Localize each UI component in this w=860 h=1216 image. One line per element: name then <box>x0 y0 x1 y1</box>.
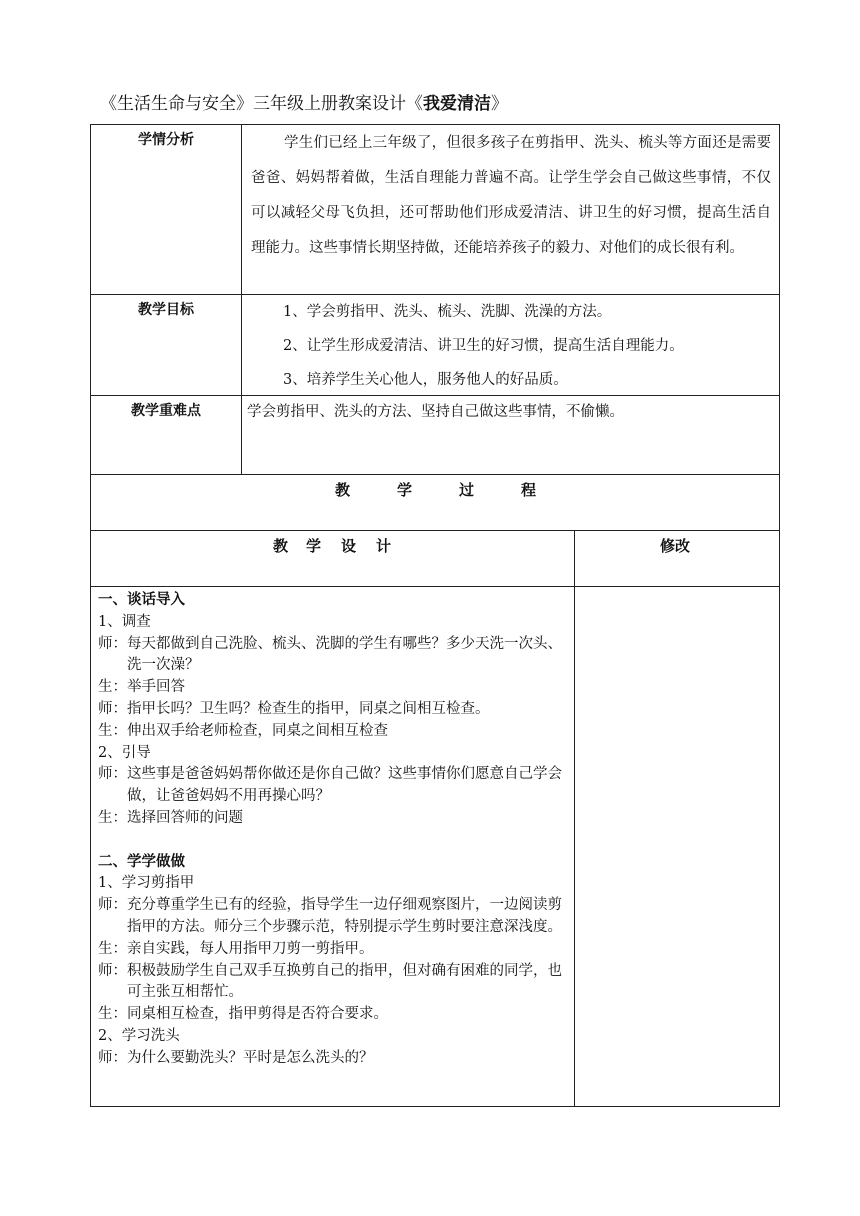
title-suffix: 》 <box>491 94 508 114</box>
revise-label: 修改 <box>660 537 691 555</box>
goals-label: 教学目标 <box>138 302 194 318</box>
design-item: 1、调查 <box>98 613 151 630</box>
teacher-line <box>98 1048 572 1070</box>
title-prefix: 《生活生命与安全》三年级上册教案设计《 <box>100 94 423 114</box>
speaker: 师： <box>98 766 127 783</box>
table-border-right <box>779 124 780 1107</box>
teacher-line <box>98 764 572 808</box>
student-text: 选择回答师的问题 <box>127 809 243 826</box>
teacher-line <box>98 699 572 721</box>
teacher-text: 这些事是爸爸妈妈帮你做还是你自己做？这些事情你们愿意自己学会做，让爸爸妈妈不用再操心吗？ <box>127 766 562 805</box>
analysis-text: 学生们已经上三年级了，但很多孩子在剪指甲、洗头、梳头等方面还是需要爸爸、妈妈帮着做，生活自理能力普遍不高。让学生学会自己做这些事情，不仅可以减轻父母飞负担，还可帮助他们形成爱清洁、讲卫生的好习惯，提高生活自理能力。这些事情长期坚持做，还能培养孩子的毅力、对他们的成长很有利。 <box>251 135 771 256</box>
design-content <box>98 590 572 1070</box>
key-points-text: 学会剪指甲、洗头的方法、坚持自己做这些事情，不偷懒。 <box>247 404 624 420</box>
table-border-top <box>90 124 780 125</box>
row-divider <box>90 474 780 475</box>
section-heading: 一、谈话导入 <box>98 592 185 608</box>
design-item: 2、引导 <box>98 744 151 761</box>
process-label-char: 程 <box>521 481 537 499</box>
speaker: 师： <box>98 897 127 914</box>
row-divider <box>90 586 780 587</box>
teacher-text: 指甲长吗？卫生吗？检查生的指甲，同桌之间相互检查。 <box>127 700 490 717</box>
speaker: 师： <box>98 700 127 717</box>
design-label-char: 教 <box>273 537 289 555</box>
student-line <box>98 808 572 830</box>
speaker: 师： <box>98 635 127 652</box>
spacer <box>98 830 572 852</box>
student-text: 亲自实践，每人用指甲刀剪一剪指甲。 <box>127 940 374 957</box>
table-border-left <box>90 124 91 1107</box>
teacher-text: 每天都做到自己洗脸、梳头、洗脚的学生有哪些？多少天洗一次头、洗一次澡？ <box>127 635 562 674</box>
table-border-bottom <box>90 1106 780 1107</box>
design-label-char: 设 <box>341 537 357 555</box>
goal-item: 1、学会剪指甲、洗头、梳头、洗脚、洗澡的方法。 <box>283 304 612 320</box>
design-item: 1、学习剪指甲 <box>98 875 195 892</box>
teacher-text: 为什么要勤洗头？平时是怎么洗头的？ <box>127 1049 374 1066</box>
design-label-char: 计 <box>376 537 392 555</box>
speaker: 师： <box>98 1049 127 1066</box>
student-text: 同桌相互检查，指甲剪得是否符合要求。 <box>127 1006 388 1023</box>
key-points-label: 教学重难点 <box>131 403 201 419</box>
student-text: 伸出双手给老师检查，同桌之间相互检查 <box>127 722 388 739</box>
analysis-label: 学情分析 <box>138 132 194 148</box>
goal-item: 2、让学生形成爱清洁、讲卫生的好习惯，提高生活自理能力。 <box>283 338 684 354</box>
student-line <box>98 939 572 961</box>
speaker: 生： <box>98 679 127 696</box>
process-label-char: 过 <box>459 481 475 499</box>
teacher-line <box>98 634 572 678</box>
section-heading: 二、学学做做 <box>98 853 185 870</box>
page-title <box>100 89 508 114</box>
student-line <box>98 1004 572 1026</box>
teacher-text: 积极鼓励学生自己双手互换剪自己的指甲，但对确有困难的同学，也可主张互相帮忙。 <box>127 962 562 1001</box>
teacher-line <box>98 895 572 939</box>
label-column-divider <box>241 124 242 475</box>
teacher-line <box>98 961 572 1005</box>
process-label-char: 教 <box>335 481 351 499</box>
design-item: 2、学习洗头 <box>98 1027 180 1044</box>
process-label-char: 学 <box>397 481 413 499</box>
row-divider <box>90 530 780 531</box>
student-text: 举手回答 <box>127 679 185 696</box>
title-lesson: 我爱清洁 <box>423 94 491 114</box>
speaker: 生： <box>98 940 127 957</box>
student-line <box>98 721 572 743</box>
speaker: 生： <box>98 722 127 739</box>
speaker: 生： <box>98 809 127 826</box>
speaker: 生： <box>98 1006 127 1023</box>
design-label-char: 学 <box>306 537 322 555</box>
speaker: 师： <box>98 962 127 979</box>
teacher-text: 充分尊重学生已有的经验，指导学生一边仔细观察图片，一边阅读剪指甲的方法。师分三个步骤示范，特别提示学生剪时要注意深浅度。 <box>127 897 562 935</box>
revise-column-divider <box>574 530 575 1107</box>
goal-item: 3、培养学生关心他人，服务他人的好品质。 <box>283 372 568 388</box>
student-line <box>98 677 572 699</box>
